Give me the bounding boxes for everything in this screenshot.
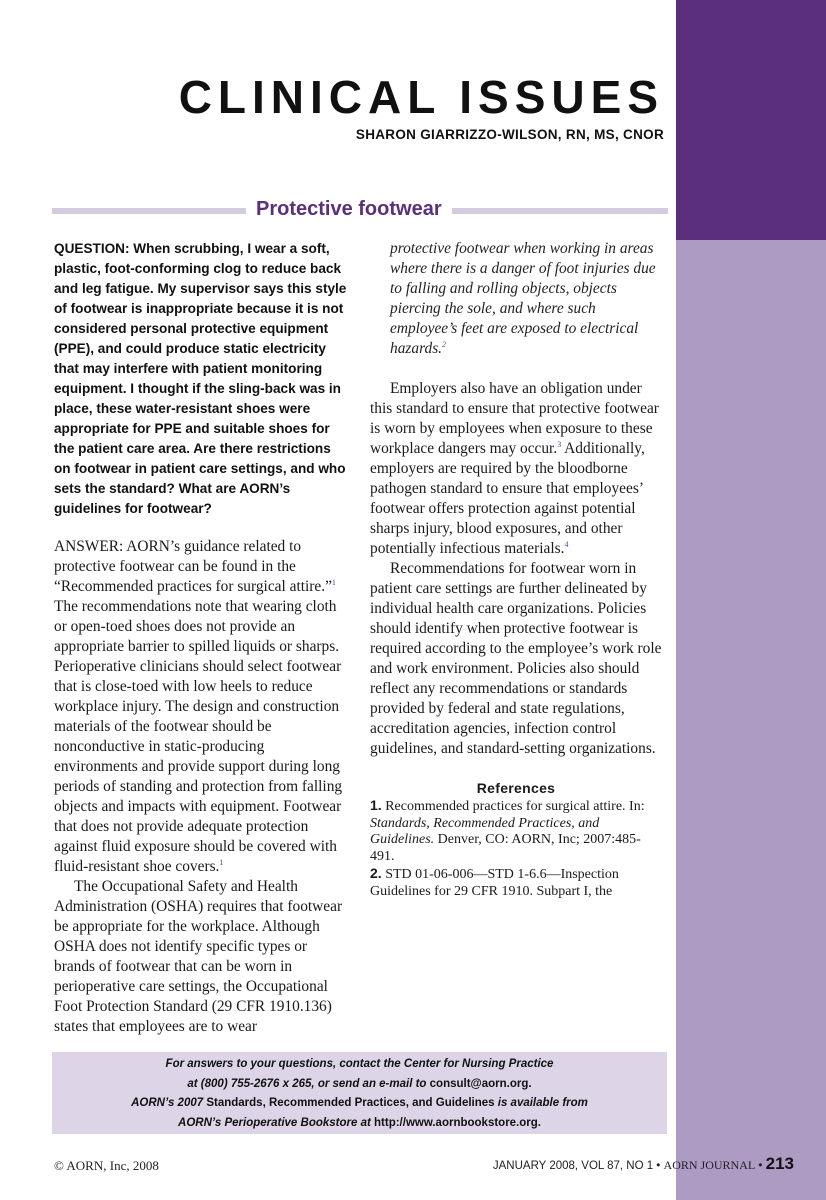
answer-text-1: AORN’s guidance related to protective footwear can be found in the “Recommended practices for surgical attire.” [54,538,332,595]
footer-bullet: • [755,1160,766,1172]
info-line-2 [52,1075,667,1095]
references-heading: References [476,780,556,796]
sidebar-band-light [676,240,826,1200]
quote-text: protective footwear when working in areas where there is a danger of foot injuries due to falling and rolling objects, objects piercing the sole, and where such employee’s feet are exposed to electrical hazards. [390,240,656,357]
citation-1[interactable]: 1 [331,577,336,587]
column-left [54,239,350,1037]
citation-2[interactable]: 2 [442,339,447,349]
reference-2 [370,865,662,900]
info-line-1: For answers to your questions, contact the Center for Nursing Practice [165,1058,554,1070]
author-byline: SHARON GIARRIZZO-WILSON, RN, MS, CNOR [355,127,664,142]
employers-paragraph [370,379,662,559]
journal-name: AORN JOURNAL [663,1158,756,1172]
citation-4[interactable]: 4 [564,539,569,549]
citation-1b[interactable]: 1 [219,857,224,867]
issue-date: JANUARY 2008, VOL 87, NO 1 • [492,1160,664,1172]
reference-1-text: Recommended practices for surgical attire. In: [381,799,645,814]
reference-1-publisher: Denver, CO: AORN, Inc; 2007:485-491. [370,832,641,864]
article-title: Protective footwear [246,198,452,221]
question-text: When scrubbing, I wear a soft, plastic, foot-conforming clog to reduce back and leg fatigue. My supervisor says this style of footwear is inappropriate because it is not considered personal protective equipment (PPE), and could produce static electricity that may interfere with patient monitoring equipment. I thought if the sling-back was in place, these water-resistant shoes were appropriate for PPE and suitable shoes for the patient care area. Are there restrictions on footwear in patient care settings, and who sets the standard? What are AORN’s guidelines for footwear? [54,241,347,516]
reference-2-number: 2. [370,865,382,881]
employers-text-2: Additionally, employers are required by the bloodborne pathogen standard to ensure that employees’ footwear offers protection against potential sharps injury, blood exposures, and other potentially infectious materials. [370,440,645,557]
info-line-3-text: AORN’s 2007 [131,1097,207,1109]
sidebar-band-dark [676,0,826,240]
info-line-2-end: . [528,1077,532,1090]
reference-1 [370,797,662,865]
info-line-2-text: at (800) 755-2676 x 265, or send an e-mail to [187,1077,430,1090]
column-right [370,239,662,900]
question-paragraph [54,239,350,519]
info-line-4-text: AORN’s Perioperative Bookstore at [178,1116,375,1129]
contact-info-box [52,1052,667,1134]
bookstore-url-link[interactable]: http://www.aornbookstore.org [374,1116,538,1129]
section-title: CLINICAL ISSUES [178,71,664,123]
answer-label: ANSWER: [54,538,124,555]
reference-2-text: STD 01-06-006—STD 1-6.6—Inspection Guidelines for 29 CFR 1910. Subpart I, the [370,867,619,899]
page-number: 213 [765,1154,794,1173]
info-line-4-end: . [537,1116,541,1129]
copyright: © AORN, Inc, 2008 [54,1158,159,1173]
employers-text-1: Employers also have an obligation under this standard to ensure that protective footwear is worn by employees when exposure to these workplace dangers may occur. [370,380,659,457]
info-line-3-title: Standards, Recommended Practices, and Guidelines [206,1097,495,1109]
citation-3[interactable]: 3 [557,439,562,449]
osha-paragraph: The Occupational Safety and Health Administration (OSHA) requires that footwear be appropriate for the workplace. Although OSHA does not identify specific types or brands of footwear that can be worn in perioperative care settings, the Occupational Foot Protection Standard (29 CFR 1910.136) states that employees are to wear [54,878,343,1035]
footer-issue-info [493,1154,794,1174]
reference-1-number: 1. [370,797,382,813]
info-line-3-end: is available from [494,1097,588,1109]
reference-1-source: Standards, Recommended Practices, and Guidelines. [370,815,600,847]
question-label: QUESTION: [54,241,130,256]
contact-email-link[interactable]: consult@aorn.org [429,1077,529,1090]
answer-paragraph [54,537,350,877]
info-line-3 [52,1094,667,1114]
block-quote [390,239,662,359]
info-line-4 [52,1114,667,1134]
recommendations-paragraph: Recommendations for footwear worn in patient care settings are further delineated by individual health care organizations. Policies should identify when protective footwear is required according to the employee’s work role and work environment. Policies also should reflect any recommendations or standards provided by federal and state regulations, accreditation agencies, infection control guidelines, and standard-setting organizations. [370,560,662,757]
answer-text-2: The recommendations note that wearing cloth or open-toed shoes does not provide an appropriate barrier to spilled liquids or sharps. Perioperative clinicians should select footwear that is close-toed with low heels to reduce workplace injury. The design and construction materials of the footwear should be nonconductive in static-producing environments and provide support during long periods of standing and protection from falling objects and impacts with equipment. Footwear that does not provide adequate protection against fluid exposure should be covered with fluid-resistant shoe covers. [54,598,343,875]
